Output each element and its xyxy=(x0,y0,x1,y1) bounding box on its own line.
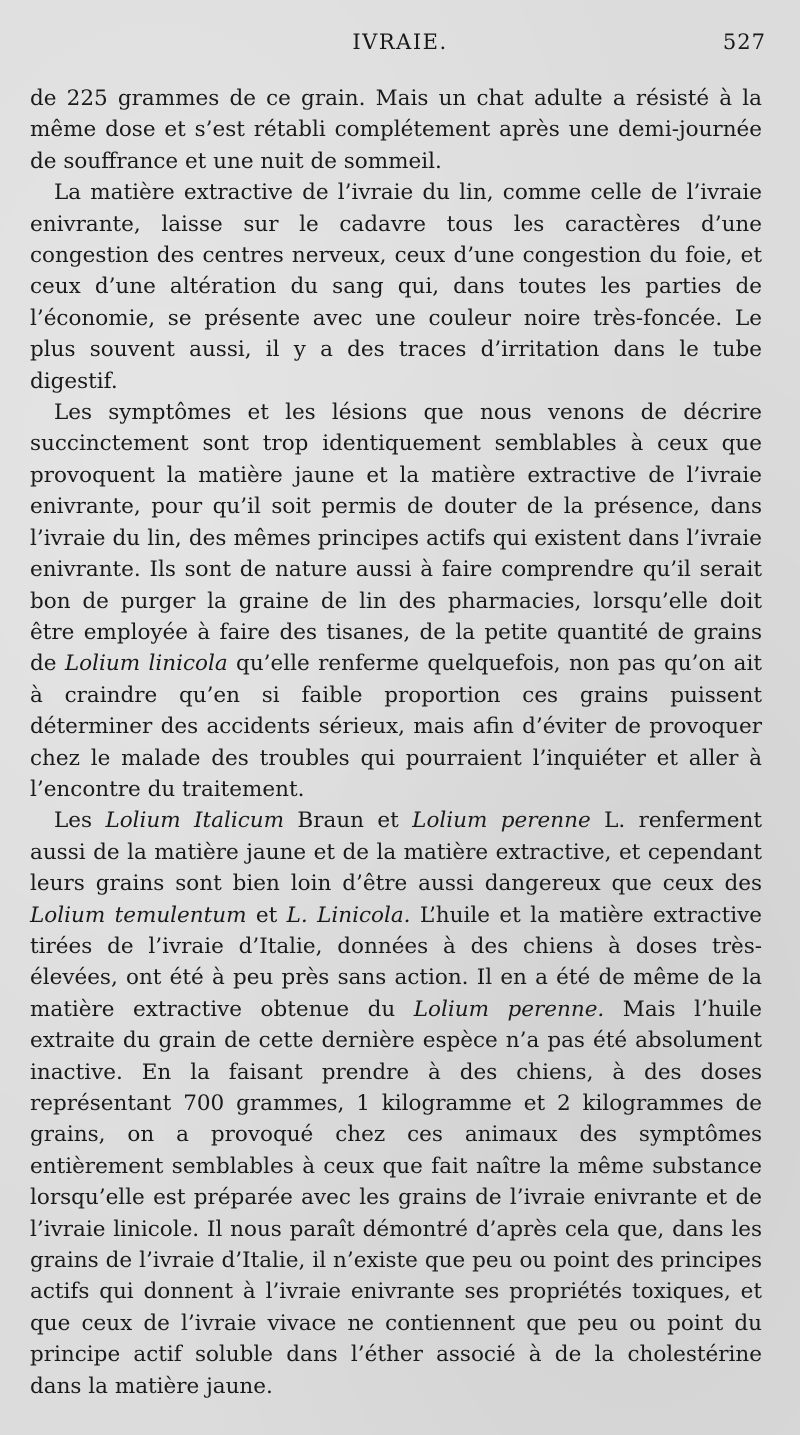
italic-term: Lolium linicola xyxy=(64,651,228,677)
page-header-title: IVRAIE. xyxy=(352,30,448,54)
text-run: La matière extractive de l’ivraie du lin, comme celle de l’ivraie enivrante, laisse sur le cadavre tous les caractères d’une congestion des centres nerveux, ceux d’une congestion du foie, et ceux d’une altération du sang qui, dans toutes les parties de l’économie, se présente avec une couleur noire très-foncée. Le plus souvent aussi, il y a des traces d’irritation dans le tube digestif. xyxy=(30,180,762,394)
italic-term: L. Linicola. xyxy=(286,902,411,928)
text-run: Les symptômes et les lésions que nous venons de décrire succinctement sont trop identiquement semblables à ceux que provoquent la matière jaune et la matière extractive de l’ivraie enivrante, pour qu’il soit permis de douter de la présence, dans l’ivraie du lin, des mêmes principes actifs qui existent dans l’ivraie enivrante. Ils sont de nature aussi à faire comprendre qu’il serait bon de purger la graine de lin des pharmacies, lorsqu’elle doit être employée à faire des tisanes, de la petite quantité de grains de xyxy=(30,400,762,677)
italic-term: Lolium perenne. xyxy=(413,996,605,1022)
italic-term: Lolium temulentum xyxy=(30,902,247,928)
running-header xyxy=(0,30,800,64)
text-run: qu’elle renferme quelquefois, non pas qu’on ait à craindre qu’en si faible proportion ces grains puissent déterminer des accidents sérieux, mais afin d’éviter de provoquer chez le malade des troubles qui pourraient l’inquiéter et aller à l’encontre du traitement. xyxy=(30,651,762,802)
text-run: Les xyxy=(54,808,106,834)
paragraph-lolium-species xyxy=(30,805,762,1402)
paragraph-symptoms xyxy=(30,397,762,805)
italic-term: Lolium perenne xyxy=(412,808,591,834)
body-text xyxy=(30,83,762,1402)
italic-term: Lolium Italicum xyxy=(105,808,285,834)
paragraph-continuation xyxy=(30,83,762,177)
text-run: L. renferment aussi de la matière jaune et de la matière extractive, et cependant leurs grains sont bien loin d’être aussi dangereux que ceux des xyxy=(30,808,762,897)
text-run: de 225 grammes de ce grain. Mais un chat adulte a résisté à la même dose et s’est rétabli complétement après une demi-journée de souffrance et une nuit de sommeil. xyxy=(30,86,762,174)
text-run: Braun et xyxy=(284,808,413,834)
text-run: Mais l’huile extraite du grain de cette dernière espèce n’a pas été absolument inactive. En la faisant prendre à des chiens, à des doses représentant 700 grammes, 1 kilogramme et 2 kilogrammes de grains, on a provoqué chez ces animaux des symptômes entièrement semblables à ceux que fait naître la même substance lorsqu’elle est préparée avec les grains de l’ivraie enivrante et de l’ivraie linicole. Il nous paraît démontré d’après cela que, dans les grains de l’ivraie d’Italie, il n’existe que peu ou point des principes actifs qui donnent à l’ivraie enivrante ses propriétés toxiques, et que ceux de l’ivraie vivace ne contiennent que peu ou point du principe actif soluble dans l’éther associé à de la cholestérine dans la matière jaune. xyxy=(30,996,762,1399)
paragraph-extractive-matter xyxy=(30,177,762,397)
text-run: et xyxy=(246,902,287,928)
text-run: L’huile et la matière extractive tirées de l’ivraie d’Italie, données à des chiens à doses très-élevées, ont été à peu près sans action. Il en a été de même de la matière extractive obtenue du xyxy=(30,902,762,1022)
page-number: 527 xyxy=(722,30,766,54)
